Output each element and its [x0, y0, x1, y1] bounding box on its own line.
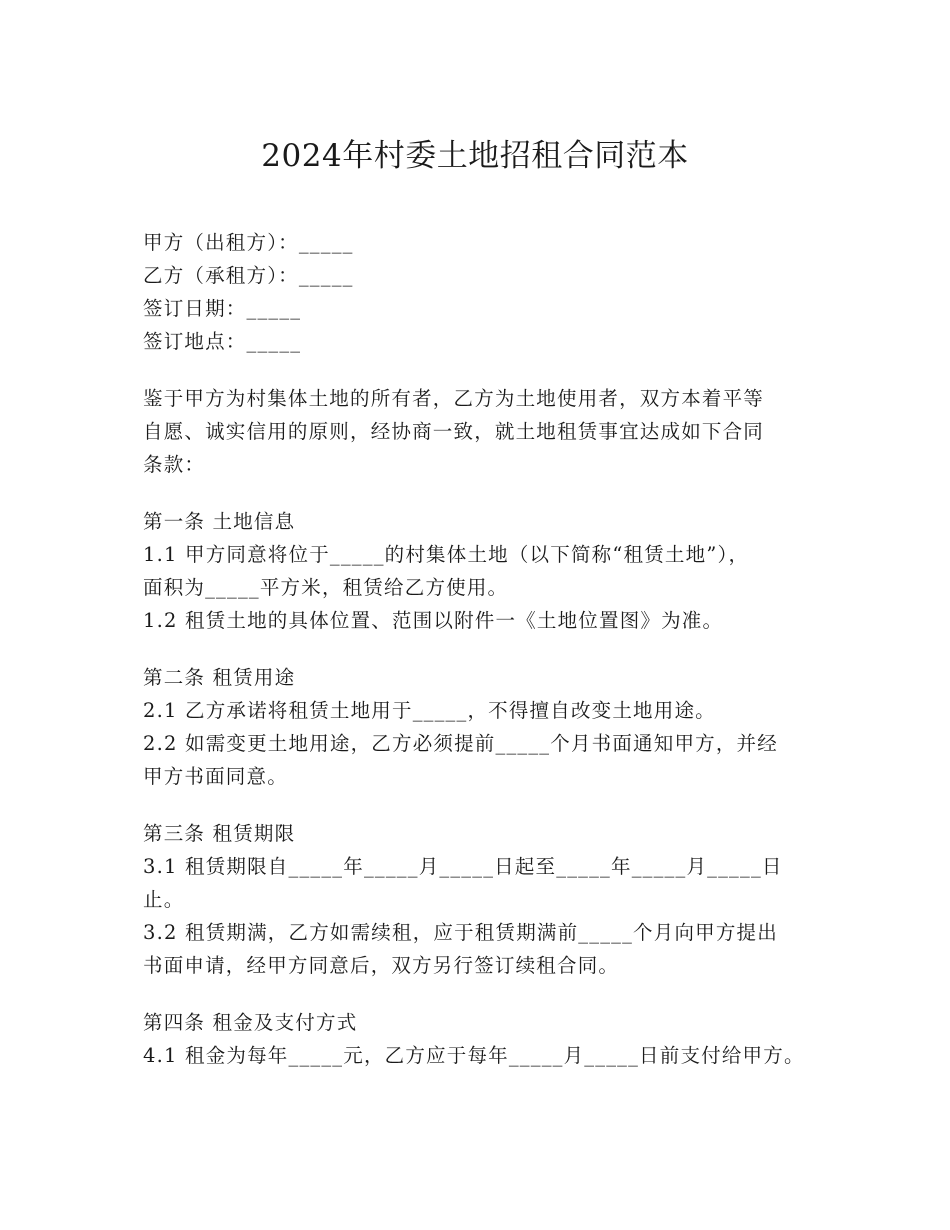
clause-line: 4.1 租金为每年_____元，乙方应于每年_____月_____日前支付给甲方。: [143, 1044, 805, 1067]
preamble: [143, 382, 833, 481]
document-title: 2024年村委土地招租合同范本: [261, 138, 689, 174]
clause-line: 2.2 如需变更土地用途，乙方必须提前_____个月书面通知甲方，并经: [143, 732, 778, 755]
clause-line: 甲方书面同意。: [143, 765, 288, 788]
section-heading: 第四条 租金及支付方式: [143, 1011, 358, 1034]
signing-date-field: 签订日期：_____: [143, 297, 302, 320]
document-body: [143, 226, 833, 1072]
spacer: [143, 481, 833, 505]
section-4: [143, 1006, 833, 1072]
spacer: [143, 793, 833, 817]
preamble-line: 鉴于甲方为村集体土地的所有者，乙方为土地使用者，双方本着平等: [143, 387, 765, 410]
section-heading: 第二条 租赁用途: [143, 666, 296, 689]
clause-line: 止。: [143, 888, 185, 911]
clause-line: 2.1 乙方承诺将租赁土地用于_____，不得擅自改变土地用途。: [143, 699, 716, 722]
spacer: [143, 982, 833, 1006]
signing-place-field: 签订地点：_____: [143, 330, 302, 353]
spacer: [143, 358, 833, 382]
section-2: [143, 661, 833, 793]
section-heading: 第一条 土地信息: [143, 510, 296, 533]
clause-line: 3.2 租赁期满，乙方如需续租，应于租赁期满前_____个月向甲方提出: [143, 921, 778, 944]
clause-line: 书面申请，经甲方同意后，双方另行签订续租合同。: [143, 954, 620, 977]
party-b-field: 乙方（承租方）：_____: [143, 264, 354, 287]
party-info: [143, 226, 833, 358]
preamble-line: 条款：: [143, 453, 206, 476]
party-a-field: 甲方（出租方）：_____: [143, 231, 354, 254]
clause-line: 3.1 租赁期限自_____年_____月_____日起至_____年_____月_____日: [143, 855, 783, 878]
clause-line: 面积为_____平方米，租赁给乙方使用。: [143, 576, 509, 599]
spacer: [143, 637, 833, 661]
section-3: [143, 817, 833, 982]
section-1: [143, 505, 833, 637]
clause-line: 1.2 租赁土地的具体位置、范围以附件一《土地位置图》为准。: [143, 609, 724, 632]
preamble-line: 自愿、诚实信用的原则，经协商一致，就土地租赁事宜达成如下合同: [143, 420, 765, 443]
clause-line: 1.1 甲方同意将位于_____的村集体土地（以下简称“租赁土地”），: [143, 543, 750, 566]
section-heading: 第三条 租赁期限: [143, 822, 296, 845]
